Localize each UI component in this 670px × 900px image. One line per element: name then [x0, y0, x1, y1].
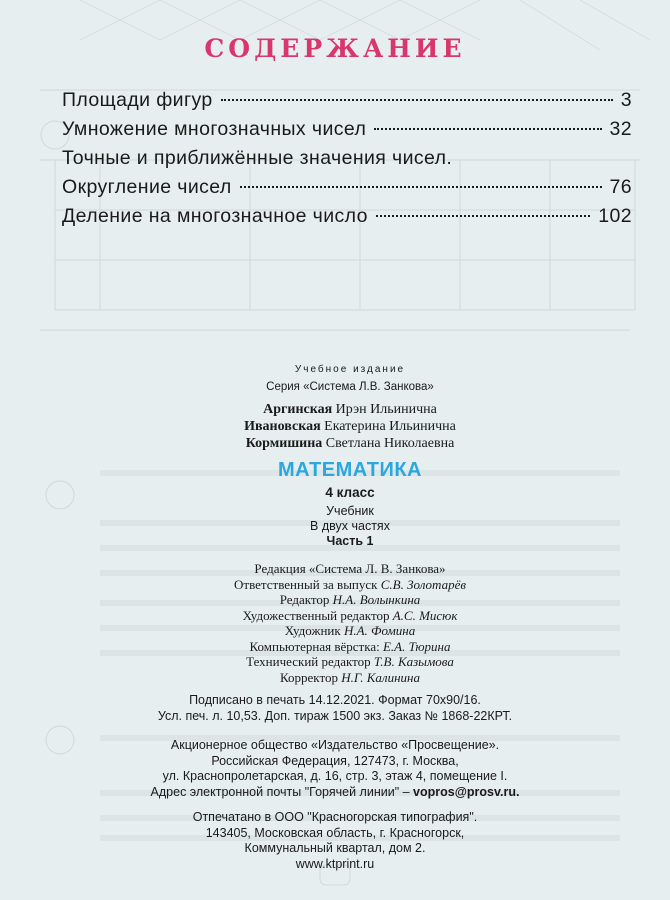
author-name: Светлана Николаевна	[325, 436, 455, 451]
author-line	[150, 435, 550, 452]
toc-item-title: Площади фигур	[62, 89, 213, 111]
book-type: Учебник	[326, 504, 374, 518]
credit-line	[150, 623, 550, 639]
publisher-line: Российская Федерация, 127473, г. Москва,	[211, 753, 459, 768]
publisher-line: Акционерное общество «Издательство «Просвещение».	[170, 738, 500, 752]
toc-item-page: 3	[620, 89, 632, 111]
toc-item[interactable]	[62, 115, 632, 144]
table-of-contents	[62, 86, 632, 231]
author-name: Екатерина Ильинична	[324, 419, 456, 434]
print-info-line: Усл. печ. л. 10,53. Доп. тираж 1500 экз. Заказ № 1868-22КРТ.	[157, 708, 513, 723]
credit-line	[150, 639, 550, 655]
credit-line	[150, 608, 550, 624]
credit-role: Технический редактор	[246, 654, 371, 669]
dot-leader	[221, 99, 613, 101]
publication-info	[100, 693, 570, 872]
printer-url[interactable]: www.ktprint.ru	[295, 856, 375, 871]
authors	[150, 401, 550, 452]
toc-item-page: 32	[609, 118, 632, 140]
author-name: Ирэн Ильинична	[335, 402, 437, 417]
credit-name: А.С. Мисюк	[392, 607, 458, 623]
credit-role: Художественный редактор	[242, 607, 390, 623]
dot-leader	[376, 215, 590, 217]
imprint-block	[150, 364, 550, 685]
credits	[150, 561, 550, 685]
toc-item[interactable]	[62, 86, 632, 115]
dot-leader	[240, 186, 602, 188]
series-line: Серия «Система Л.В. Занкова»	[266, 381, 434, 393]
credit-role: Художник	[284, 623, 341, 638]
toc-item-title: Точные и приближённые значения чисел.	[62, 147, 453, 169]
book-title: МАТЕМАТИКА	[277, 459, 422, 481]
toc-item-title: Умножение многозначных чисел	[62, 118, 367, 140]
printer-line: Отпечатано в ООО "Красногорская типография".	[192, 810, 478, 824]
print-info-line: Подписано в печать 14.12.2021. Формат 70х90/16.	[189, 693, 481, 707]
parts-count: В двух частях	[310, 519, 390, 533]
toc-item-page: 76	[609, 176, 632, 198]
credit-name: Е.А. Тюрина	[382, 638, 451, 654]
publisher-line: ул. Краснопролетарская, д. 16, стр. 3, этаж 4, помещение I.	[162, 769, 508, 783]
author-line	[150, 401, 550, 418]
credit-name: Т.В. Казымова	[373, 654, 454, 669]
credit-role: Редактор	[279, 592, 330, 607]
email-label: Адрес электронной почты "Горячей линии" –	[150, 784, 410, 799]
credit-role: Редакция «Система Л. В. Занкова»	[254, 561, 446, 576]
credit-line	[150, 670, 550, 686]
toc-item-title: Округление чисел	[62, 176, 232, 198]
credit-role: Компьютерная вёрстка:	[249, 638, 380, 654]
credit-name: С.В. Золотарёв	[380, 576, 466, 592]
author-surname: Ивановская	[244, 419, 321, 434]
credit-line	[150, 577, 550, 593]
credit-line	[150, 561, 550, 577]
credit-name: Н.Г. Калинина	[341, 669, 420, 685]
toc-item[interactable]	[62, 202, 632, 231]
author-line	[150, 418, 550, 435]
dot-leader	[374, 128, 601, 130]
printer-line: Коммунальный квартал, дом 2.	[244, 841, 426, 855]
toc-item[interactable]	[62, 173, 632, 202]
toc-item[interactable]	[62, 144, 632, 173]
spacer	[100, 724, 570, 738]
credit-role: Корректор	[280, 669, 338, 685]
credit-line	[150, 654, 550, 670]
printer-line: 143405, Московская область, г. Красногорск,	[205, 825, 465, 840]
toc-item-title: Деление на многозначное число	[62, 205, 368, 227]
credit-name: Н.А. Волынкина	[332, 592, 421, 607]
toc-item-page: 102	[598, 205, 632, 227]
publisher-email-line	[100, 785, 570, 801]
author-surname: Кормишина	[245, 436, 323, 451]
toc-title: СОДЕРЖАНИЕ	[204, 34, 466, 63]
part-number: Часть 1	[326, 534, 374, 548]
spacer	[100, 800, 570, 810]
edition-type: Учебное издание	[294, 364, 406, 375]
grade: 4 класс	[325, 485, 375, 500]
author-surname: Аргинская	[263, 402, 333, 417]
credit-role: Ответственный за выпуск	[234, 576, 378, 592]
credit-name: Н.А. Фомина	[343, 623, 416, 638]
credit-line	[150, 592, 550, 608]
email-link[interactable]: vopros@prosv.ru.	[413, 784, 520, 799]
